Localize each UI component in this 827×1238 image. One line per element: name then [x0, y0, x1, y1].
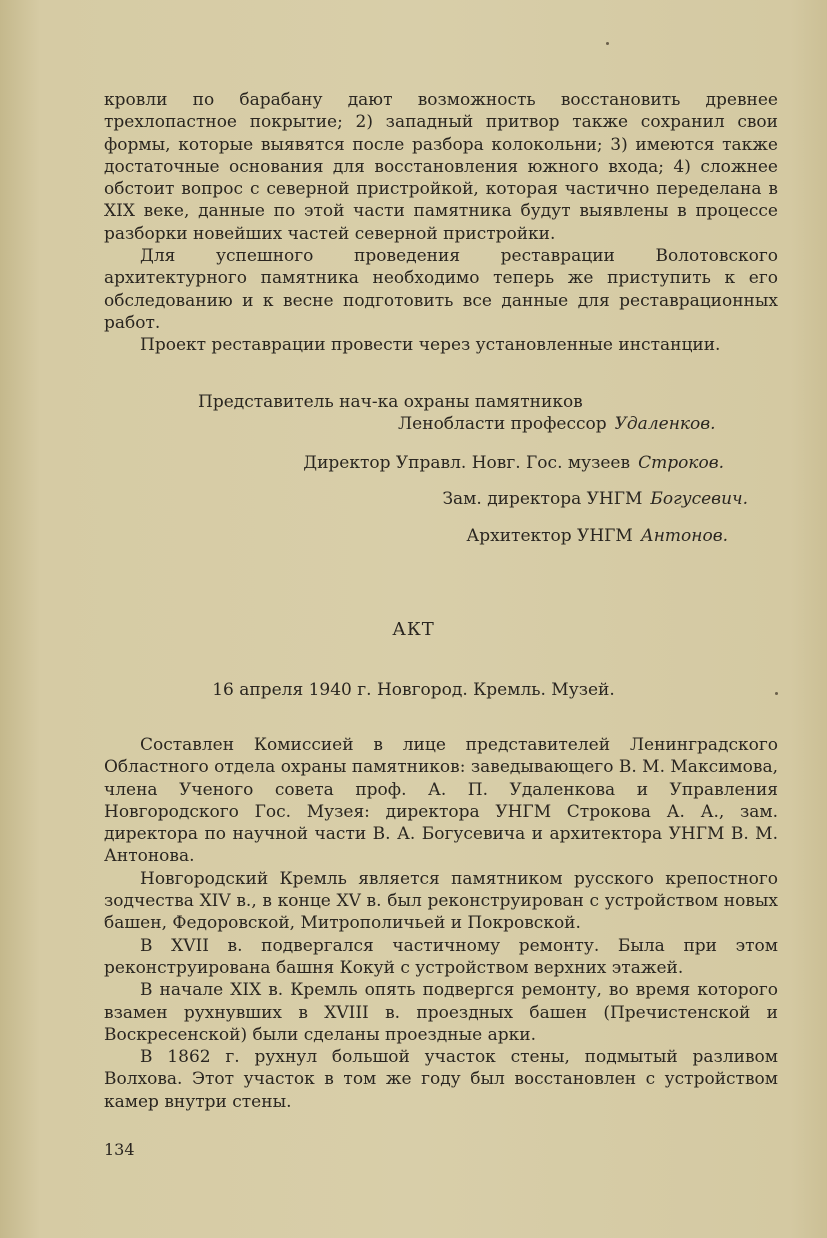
- paragraph: кровли по барабану дают возможность восстановить древнее трехлопастное покрытие; 2) западный притвор также сохранил свои формы, которые выявятся после разбора колокольни; 3) имеются также достаточные основания для восстановления южного входа; 4) сложнее обстоит вопрос с северной пристройкой, которая частично переделана в XIX веке, данные по этой части памятника будут выявлены в процессе разборки новейших частей северной пристройки.: [104, 90, 778, 244]
- page-number: 134: [104, 1140, 135, 1159]
- signature-title: Архитектор УНГМ: [466, 526, 633, 546]
- signature-name: Богусевич.: [650, 489, 748, 509]
- bottom-text-block: [104, 734, 778, 1113]
- signature-title: Директор Управл. Новг. Гос. музеев: [303, 453, 631, 473]
- signature-strokov: [303, 453, 724, 473]
- paper-speck: [775, 692, 778, 695]
- signature-bogusevich: [442, 489, 748, 509]
- signature-title: Зам. директора УНГМ: [442, 489, 643, 509]
- signature-name: Удаленков.: [614, 414, 716, 434]
- paragraph: В 1862 г. рухнул большой участок стены, подмытый разливом Волхова. Этот участок в том же году был восстановлен с устройством камер внутри стены.: [104, 1047, 778, 1112]
- paragraph: Составлен Комиссией в лице представителей Ленинградского Областного отдела охраны памятников: заведывающего В. М. Максимова, члена Ученого совета проф. А. П. Удаленкова и Управления Новгородского Гос. Музея: директора УНГМ Строкова А. А., зам. директора по научной части В. А. Богусевича и архитектора УНГМ В. М. Антонова.: [104, 735, 778, 867]
- paragraph: Для успешного проведения реставрации Волотовского архитектурного памятника необходимо теперь же приступить к его обследованию и к весне подготовить все данные для реставрационных работ.: [104, 246, 778, 333]
- paragraph: В начале XIX в. Кремль опять подвергся ремонту, во время которого взамен рухнувших в XVIII в. проездных башен (Пречистенской и Воскресенской) были сделаны проездные арки.: [104, 980, 778, 1045]
- top-text-block: [104, 89, 778, 357]
- signature-name: Антонов.: [640, 526, 728, 546]
- signature-title: Представитель нач-ка охраны памятников: [198, 392, 583, 412]
- document-heading: АКТ: [392, 619, 435, 640]
- paper-speck: [606, 42, 609, 45]
- signature-antonov: [466, 526, 728, 546]
- paragraph: В XVII в. подвергался частичному ремонту. Была при этом реконструирована башня Кокуй с устройством верхних этажей.: [104, 935, 778, 978]
- dateline: 16 апреля 1940 г. Новгород. Кремль. Музей.: [212, 680, 615, 700]
- signature-name: Строков.: [638, 453, 724, 473]
- signature-udalenkov: [198, 392, 716, 434]
- paragraph: Новгородский Кремль является памятником русского крепостного зодчества XIV в., в конце XV в. был реконструирован с устройством новых башен, Федоровской, Митрополичьей и Покровской.: [104, 868, 778, 934]
- paragraph: Проект реставрации провести через установленные инстанции.: [140, 335, 721, 356]
- signature-title: Ленобласти профессор: [398, 414, 607, 434]
